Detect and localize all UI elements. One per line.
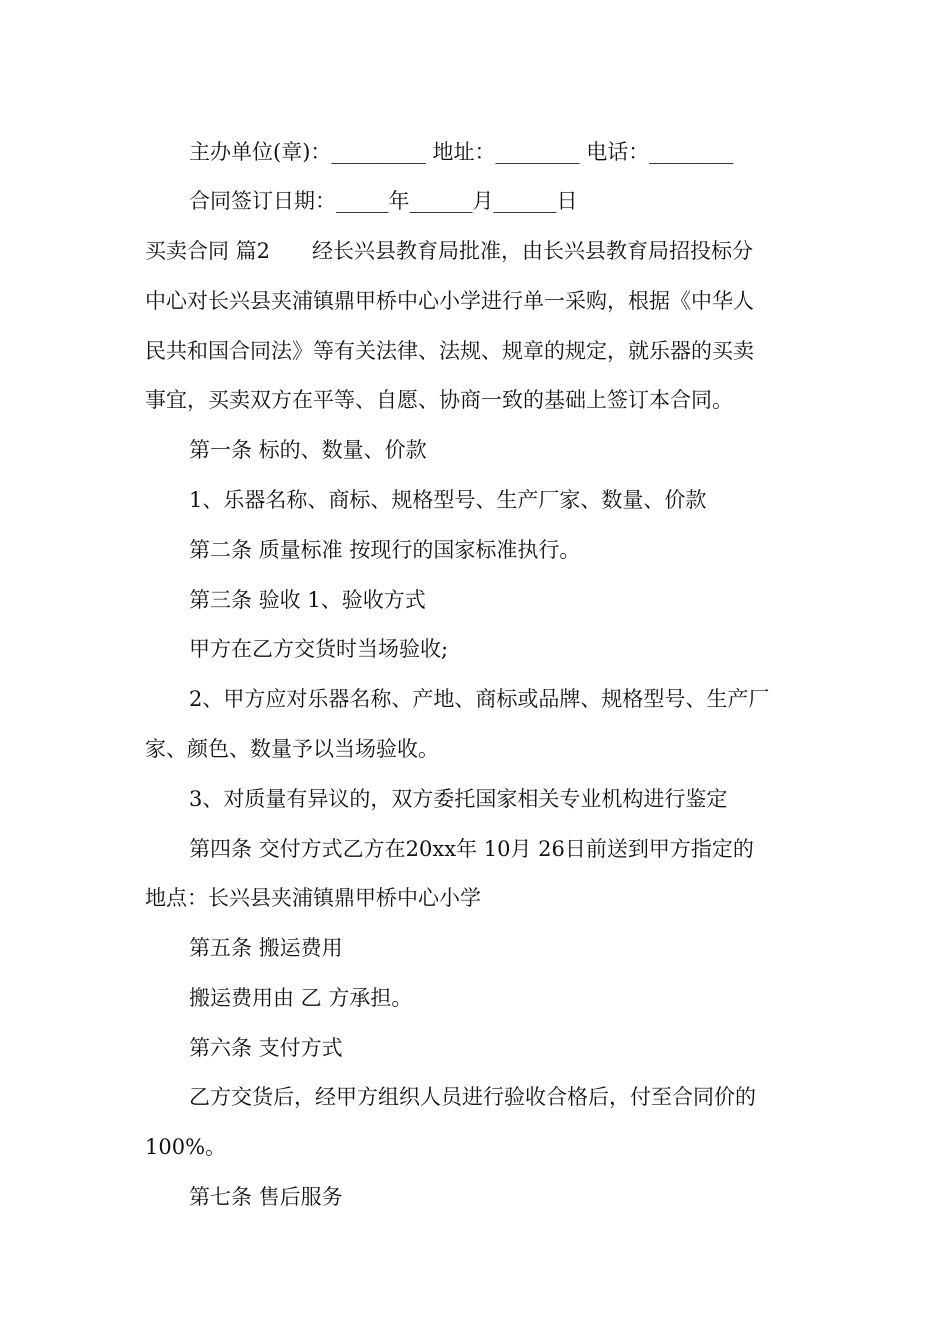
article-7-heading: 第七条 售后服务 (189, 1185, 343, 1209)
paragraph-line: 中心对长兴县夹浦镇鼎甲桥中心小学进行单一采购，根据《中华人 (145, 289, 754, 313)
paragraph-line: 3、对质量有异议的，双方委托国家相关专业机构进行鉴定 (189, 787, 728, 811)
paragraph-line: 家、颜色、数量予以当场验收。 (145, 737, 439, 761)
paragraph-line: 地点：长兴县夹浦镇鼎甲桥中心小学 (145, 886, 481, 910)
paragraph-line: 搬运费用由 乙 方承担。 (189, 986, 413, 1010)
article-4-heading: 第四条 交付方式乙方在20xx年 10月 26日前送到甲方指定的 (189, 837, 754, 861)
contract-date-line: 合同签订日期：_____年______月______日 (189, 189, 578, 213)
article-3-heading: 第三条 验收 1、验收方式 (189, 588, 426, 612)
article-6-heading: 第六条 支付方式 (189, 1036, 343, 1060)
paragraph-line: 买卖合同 篇2 经长兴县教育局批准，由长兴县教育局招投标分 (145, 239, 754, 263)
article-1-heading: 第一条 标的、数量、价款 (189, 438, 427, 462)
paragraph-line: 民共和国合同法》等有关法律、法规、规章的规定，就乐器的买卖 (145, 339, 754, 363)
paragraph-line: 1、乐器名称、商标、规格型号、生产厂家、数量、价款 (189, 488, 707, 512)
paragraph-line: 2、甲方应对乐器名称、产地、商标或品牌、规格型号、生产厂 (189, 687, 770, 711)
paragraph-line: 乙方交货后，经甲方组织人员进行验收合格后，付至合同价的 (189, 1085, 756, 1109)
article-5-heading: 第五条 搬运费用 (189, 936, 343, 960)
organizer-signature-line: 主办单位(章)：_________ 地址：________ 电话：________ (189, 140, 734, 164)
article-2-heading: 第二条 质量标准 按现行的国家标准执行。 (189, 538, 581, 562)
paragraph-line: 100%。 (145, 1135, 227, 1159)
paragraph-line: 甲方在乙方交货时当场验收; (189, 637, 449, 661)
paragraph-line: 事宜，买卖双方在平等、自愿、协商一致的基础上签订本合同。 (145, 388, 733, 412)
